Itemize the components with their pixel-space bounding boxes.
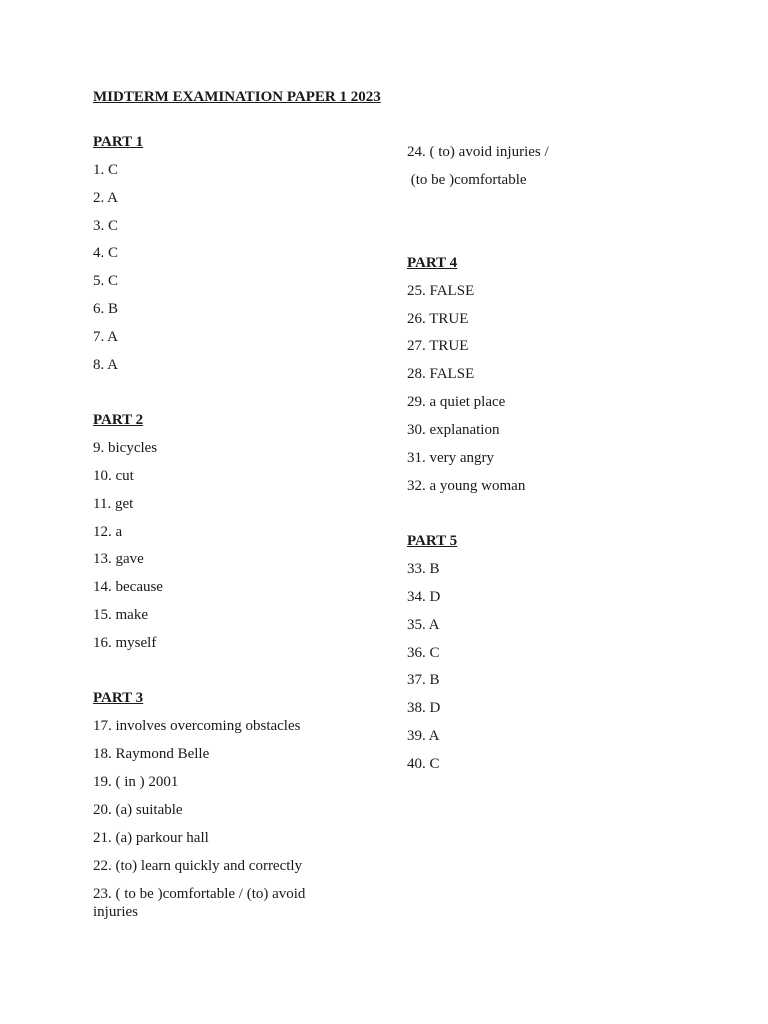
answer-40: 40. C bbox=[407, 756, 440, 772]
answer-2: 2. A bbox=[93, 190, 119, 206]
answer-1: 1. C bbox=[93, 162, 119, 178]
answer-31: 31. very angry bbox=[407, 450, 495, 466]
answer-19: 19. ( in ) 2001 bbox=[93, 774, 179, 790]
answer-25: 25. FALSE bbox=[407, 283, 475, 299]
answer-24: 24. ( to) avoid injuries / bbox=[407, 144, 549, 160]
answer-37: 37. B bbox=[407, 672, 440, 688]
answer-21: 21. (a) parkour hall bbox=[93, 830, 209, 846]
answer-39: 39. A bbox=[407, 728, 440, 744]
answer-26: 26. TRUE bbox=[407, 311, 469, 327]
answer-29: 29. a quiet place bbox=[407, 394, 506, 410]
answer-38: 38. D bbox=[407, 700, 441, 716]
answer-36: 36. C bbox=[407, 645, 440, 661]
answer-23: 23. ( to be )comfortable / (to) avoid injuries bbox=[93, 886, 306, 920]
answer-34: 34. D bbox=[407, 589, 441, 605]
answer-8: 8. A bbox=[93, 357, 119, 373]
part-2-heading: PART 2 bbox=[93, 412, 144, 428]
document-title: MIDTERM EXAMINATION PAPER 1 2023 bbox=[93, 89, 381, 105]
answer-35: 35. A bbox=[407, 617, 440, 633]
answer-6: 6. B bbox=[93, 301, 119, 317]
answer-4: 4. C bbox=[93, 245, 119, 261]
part-3-heading: PART 3 bbox=[93, 690, 144, 706]
answer-33: 33. B bbox=[407, 561, 440, 577]
answer-30: 30. explanation bbox=[407, 422, 500, 438]
part-5-heading: PART 5 bbox=[407, 533, 458, 549]
answer-20: 20. (a) suitable bbox=[93, 802, 183, 818]
answer-22: 22. (to) learn quickly and correctly bbox=[93, 858, 303, 874]
part-4-heading: PART 4 bbox=[407, 255, 458, 271]
answer-11: 11. get bbox=[93, 496, 134, 512]
answer-5: 5. C bbox=[93, 273, 119, 289]
answer-13: 13. gave bbox=[93, 551, 144, 567]
answer-15: 15. make bbox=[93, 607, 148, 623]
answer-10: 10. cut bbox=[93, 468, 134, 484]
answer-24-continued: (to be )comfortable bbox=[407, 172, 527, 188]
answer-12: 12. a bbox=[93, 524, 123, 540]
answer-14: 14. because bbox=[93, 579, 163, 595]
answer-18: 18. Raymond Belle bbox=[93, 746, 210, 762]
answer-3: 3. C bbox=[93, 218, 119, 234]
answer-9: 9. bicycles bbox=[93, 440, 158, 456]
answer-28: 28. FALSE bbox=[407, 366, 475, 382]
part-1-heading: PART 1 bbox=[93, 134, 144, 150]
answer-7: 7. A bbox=[93, 329, 119, 345]
answer-17: 17. involves overcoming obstacles bbox=[93, 718, 301, 734]
answer-16: 16. myself bbox=[93, 635, 157, 651]
answer-27: 27. TRUE bbox=[407, 338, 469, 354]
answer-32: 32. a young woman bbox=[407, 478, 526, 494]
